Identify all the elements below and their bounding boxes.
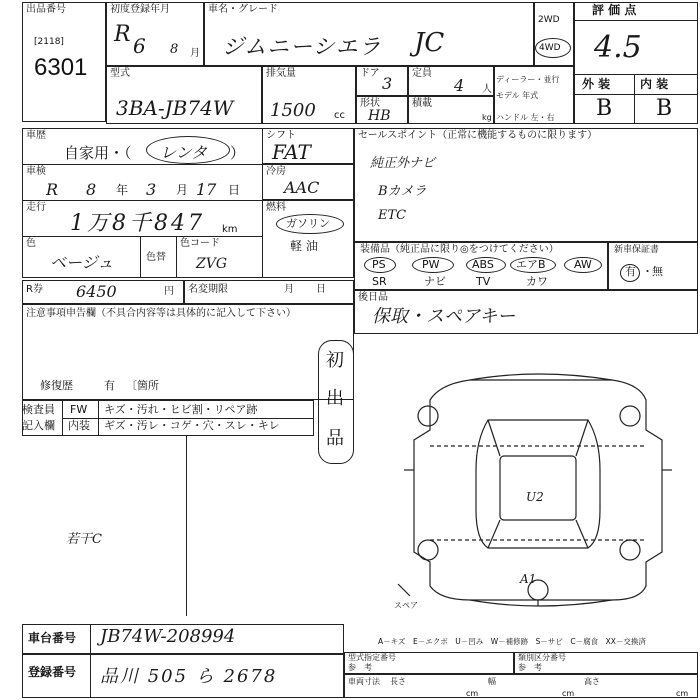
recycle-value: 6450	[76, 282, 117, 301]
damage-legend: A－キズ E－エクボ U－凹み W－補修跡 S－サビ C－腐食 XX－交換済	[378, 637, 646, 646]
doors-value: 3	[382, 74, 393, 93]
lot-number: 6301	[34, 54, 88, 81]
fw-items: キズ・汚れ・ヒビ割・リペア跡	[104, 403, 258, 416]
sales-label: セールスポイント（正常に機能するものに限ります）	[358, 130, 598, 141]
mileage-value: 1万8千847	[70, 211, 205, 236]
deadline-day: 日	[316, 284, 326, 295]
ext-grade: B	[596, 96, 613, 121]
lot-sub-number: [2118]	[34, 37, 64, 47]
ac-value: AAC	[284, 178, 320, 197]
fuel-circled: ガソリン	[286, 217, 330, 230]
score-divider-2	[574, 74, 698, 75]
equip-ps: PS	[372, 258, 386, 271]
fuel-label: 燃料	[266, 202, 286, 213]
sales-point-1: 純正外ナビ	[370, 156, 436, 171]
score-value: 4.5	[594, 30, 642, 65]
sales-point-3: ETC	[378, 208, 407, 223]
plate-value: 品川 505 ら 2678	[100, 666, 278, 687]
color-code-label: 色コード	[180, 238, 220, 249]
inspect-month: 3	[146, 180, 157, 199]
type-value: 3BA-JB74W	[116, 96, 234, 120]
usage-type-close: ）	[230, 144, 246, 162]
color-divider	[140, 236, 141, 278]
km-unit: km	[222, 224, 238, 235]
capacity-unit: 人	[482, 84, 492, 95]
shape-value: HB	[368, 108, 391, 124]
inspect-year: 8	[86, 180, 97, 199]
color-code-divider	[176, 236, 177, 278]
usage-type-label: 車歴	[26, 130, 46, 141]
after-value: 保取・スペアキー	[372, 306, 516, 327]
model-name: ジムニーシエラ	[222, 35, 382, 60]
grade: JC	[414, 28, 445, 58]
stamp-char-2: 出	[326, 388, 344, 409]
model-label: 車名・グレード	[208, 4, 278, 15]
inspect-year-unit: 年	[116, 183, 129, 197]
shape-label: 形状	[360, 98, 380, 109]
height-label: 高さ	[584, 677, 600, 686]
equip-pw: PW	[422, 258, 440, 271]
plate-label: 登録番号	[28, 665, 77, 679]
recycle-unit: 円	[164, 286, 174, 297]
drive-4wd: 4WD	[539, 43, 561, 53]
inspect-label: 車検	[26, 166, 46, 177]
notes-remark: 若干C	[66, 532, 102, 547]
fw-label: FW	[70, 403, 88, 416]
int-grade: B	[656, 96, 673, 121]
score-divider-3	[574, 94, 698, 95]
warranty-yes: 有	[625, 265, 636, 278]
dealer-label: ディーラー・並行	[496, 75, 560, 84]
displacement-value: 1500	[270, 100, 316, 121]
usage-type-value: 自家用・（	[64, 144, 132, 162]
repair-value: 有	[104, 379, 115, 392]
cc-unit: cc	[334, 110, 345, 121]
shift-value: FAT	[272, 140, 311, 164]
color-label: 色	[26, 238, 36, 249]
class-number-sub: 参 考	[518, 663, 542, 672]
equip-airbag: エアB	[516, 258, 546, 271]
warranty-label: 新車保証書	[614, 245, 660, 255]
ext-label: 外 装	[582, 77, 611, 91]
inspector-label: 検査員	[22, 403, 55, 416]
notes-vertical-line	[186, 436, 187, 616]
capacity-label: 定員	[412, 68, 432, 79]
recycle-label: R券	[26, 284, 43, 295]
chassis-value: JB74W-208994	[100, 626, 236, 647]
width-label: 幅	[488, 677, 496, 686]
handle-label: ハンドル 左・右	[496, 113, 555, 122]
first-reg-month: 8	[170, 42, 179, 57]
color-value: ベージュ	[50, 253, 114, 272]
diagram-spare-label: スペア	[394, 601, 418, 610]
stamp-char-3: 品	[326, 428, 344, 449]
diagram-center-mark: U2	[526, 490, 544, 504]
load-label: 積載	[412, 98, 432, 109]
warranty-separator: ・	[642, 265, 653, 278]
plate-divider	[90, 654, 91, 698]
inspect-day-unit: 日	[228, 183, 241, 197]
repair-suffix: 〔箇所	[126, 379, 159, 392]
deadline-label: 名変期限	[188, 284, 228, 295]
stamp-char-1: 初	[326, 350, 344, 371]
fuel-alt: 軽 油	[290, 239, 318, 253]
form-number-sub: 参 考	[348, 663, 372, 672]
cm-unit-3: cm	[676, 689, 689, 698]
inspect-day: 17	[196, 180, 217, 199]
first-reg-era: R	[114, 22, 131, 47]
capacity-value: 4	[454, 76, 465, 95]
lot-label: 出品番号	[26, 4, 66, 15]
equipment-label: 装備品（純正品に限り◎をつけてください）	[360, 244, 559, 255]
equip-navi: ナビ	[424, 275, 446, 288]
notes-title: 注意事項申告欄（不具合内容等は具体的に記入して下さい）	[26, 308, 296, 319]
equip-sr: SR	[372, 275, 387, 288]
usage-type-circled: レンタ	[160, 143, 207, 162]
interior-label: 内装	[68, 419, 90, 432]
length-label: 長さ	[390, 677, 406, 686]
inspect-month-unit: 月	[176, 183, 189, 197]
equip-tv: TV	[476, 275, 491, 288]
diagram-bottom-mark: A1	[520, 572, 537, 586]
int-items: ギズ・汚レ・コゲ・穴・スレ・キレ	[104, 419, 280, 432]
warranty-no: 無	[652, 265, 663, 278]
displacement-label: 排気量	[266, 68, 296, 79]
doors-label: ドア	[360, 68, 380, 79]
cm-unit-2: cm	[562, 689, 575, 698]
drive-2wd: 2WD	[538, 15, 560, 25]
model-year-label: モデル 年式	[496, 91, 539, 100]
form-number-label: 型式指定番号	[348, 653, 396, 662]
entry-label: 記入欄	[22, 419, 55, 432]
size-label: 車両寸法	[348, 677, 380, 686]
repair-label: 修復歴	[40, 379, 73, 392]
score-divider	[574, 20, 698, 21]
first-reg-year: 6	[133, 34, 146, 58]
first-reg-month-unit: 月	[190, 48, 200, 59]
mileage-label: 走行	[26, 202, 46, 213]
sales-point-2: Bカメラ	[378, 184, 427, 199]
chassis-label: 車台番号	[28, 631, 77, 645]
color-code-value: ZVG	[196, 256, 228, 272]
equip-aw: AW	[574, 258, 592, 271]
deadline-month: 月	[284, 284, 294, 295]
int-label: 内 装	[640, 77, 669, 91]
shift-label: シフト	[266, 130, 296, 141]
ac-label: 冷房	[266, 166, 286, 177]
inspect-era: R	[46, 180, 59, 199]
equip-abs: ABS	[472, 258, 494, 271]
color-count-label: 色替	[146, 252, 166, 263]
chassis-divider	[90, 624, 91, 654]
kg-unit: kg	[482, 113, 492, 122]
cm-unit-1: cm	[466, 689, 479, 698]
class-number-label: 類別区分番号	[518, 653, 566, 662]
score-label: 評 価 点	[592, 3, 637, 17]
ext-int-divider	[634, 74, 635, 124]
after-label: 後日品	[358, 292, 388, 303]
type-label: 型式	[110, 68, 130, 79]
usage-divider-3	[22, 236, 262, 237]
equip-leather: カワ	[526, 275, 548, 288]
first-reg-label: 初度登録年月	[110, 4, 170, 15]
